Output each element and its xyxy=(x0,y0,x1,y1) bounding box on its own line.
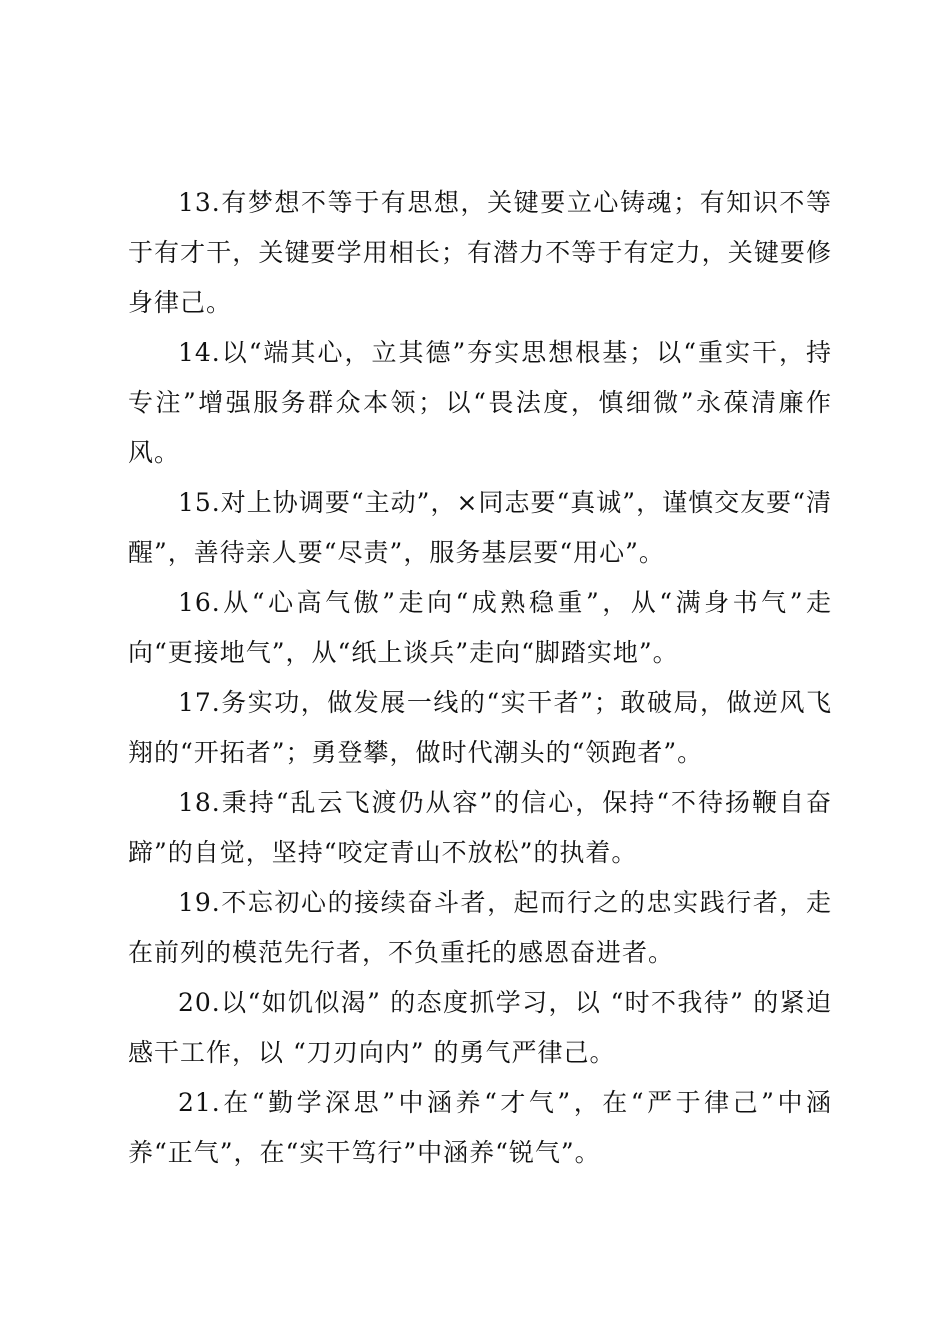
paragraph-20: 20.以“如饥似渴” 的态度抓学习，以 “时不我待” 的紧迫感干工作，以 “刀刃向内” 的勇气严律己。 xyxy=(128,988,832,1067)
paragraph-18: 18.秉持“乱云飞渡仍从容”的信心，保持“不待扬鞭自奋蹄”的自觉，坚持“咬定青山不放松”的执着。 xyxy=(128,788,832,867)
paragraph-21: 21.在“勤学深思”中涵养“才气”，在“严于律己”中涵养“正气”，在“实干笃行”中涵养“锐气”。 xyxy=(128,1088,832,1167)
paragraph-16: 16.从“心高气傲”走向“成熟稳重”，从“满身书气”走向“更接地气”，从“纸上谈兵”走向“脚踏实地”。 xyxy=(128,588,832,667)
paragraph-15: 15.对上协调要“主动”，×同志要“真诚”，谨慎交友要“清醒”，善待亲人要“尽责”，服务基层要“用心”。 xyxy=(128,488,832,567)
document-body xyxy=(128,178,832,1178)
paragraph-14: 14.以“端其心，立其德”夯实思想根基；以“重实干，持专注”增强服务群众本领；以“畏法度，慎细微”永葆清廉作风。 xyxy=(128,338,832,467)
paragraph-17: 17.务实功，做发展一线的“实干者”；敢破局，做逆风飞翔的“开拓者”；勇登攀，做时代潮头的“领跑者”。 xyxy=(128,688,832,767)
paragraph-13: 13.有梦想不等于有思想，关键要立心铸魂；有知识不等于有才干，关键要学用相长；有潜力不等于有定力，关键要修身律己。 xyxy=(128,188,832,317)
paragraph-19: 19.不忘初心的接续奋斗者，起而行之的忠实践行者，走在前列的模范先行者，不负重托的感恩奋进者。 xyxy=(128,888,832,967)
